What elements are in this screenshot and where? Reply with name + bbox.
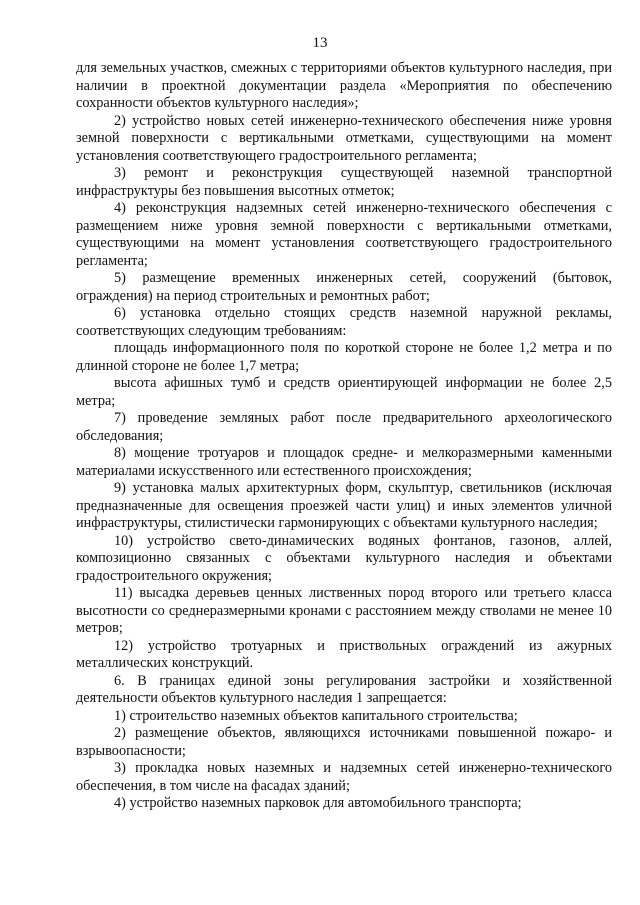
paragraph-item-12: 12) устройство тротуарных и приствольных ограждений из ажурных металлических конструкций.	[76, 637, 612, 671]
paragraph-item-8: 8) мощение тротуаров и площадок средне- и мелкоразмерными каменными материалами искусственного или естественного происхождения;	[76, 445, 612, 479]
paragraph-item-7: 7) проведение земляных работ после предварительного археологического обследования;	[76, 410, 612, 444]
paragraph-prohibited-2: 2) размещение объектов, являющихся источниками повышенной пожаро- и взрывоопасности;	[76, 725, 612, 759]
paragraph-item-6: 6) установка отдельно стоящих средств наземной наружной рекламы, соответствующих следующим требованиям:	[76, 305, 612, 339]
document-body	[76, 60, 612, 813]
paragraph-item-10: 10) устройство свето-динамических водяных фонтанов, газонов, аллей, композиционно связанных с объектами культурного наследия и объектами градостроительного окружения;	[76, 532, 612, 584]
paragraph-item-5: 5) размещение временных инженерных сетей, сооружений (бытовок, ограждения) на период строительных и ремонтных работ;	[76, 270, 612, 304]
paragraph-prohibited-4: 4) устройство наземных парковок для автомобильного транспорта;	[114, 795, 522, 811]
paragraph-continuation: для земельных участков, смежных с территориями объектов культурного наследия, при наличии в проектной документации раздела «Мероприятия по обеспечению сохранности объектов культурного наследия»;	[76, 60, 612, 111]
paragraph-requirement-area: площадь информационного поля по короткой стороне не более 1,2 метра и по длинной стороне не более 1,7 метра;	[76, 340, 612, 374]
paragraph-requirement-height: высота афишных тумб и средств ориентирующей информации не более 2,5 метра;	[76, 375, 612, 409]
paragraph-prohibited-3: 3) прокладка новых наземных и надземных сетей инженерно-технического обеспечения, в том числе на фасадах зданий;	[76, 760, 612, 794]
paragraph-section-6: 6. В границах единой зоны регулирования застройки и хозяйственной деятельности объектов культурного наследия 1 запрещается:	[76, 672, 612, 706]
paragraph-prohibited-1: 1) строительство наземных объектов капитального строительства;	[114, 707, 518, 724]
paragraph-item-3: 3) ремонт и реконструкция существующей наземной транспортной инфраструктуры без повышения высотных отметок;	[76, 165, 612, 199]
paragraph-item-9: 9) установка малых архитектурных форм, скульптур, светильников (исключая предназначенные для освещения проезжей части улиц) и иных элементов уличной инфраструктуры, стилистически гармонирующих с объектами культурного наследия;	[76, 480, 612, 531]
paragraph-item-11: 11) высадка деревьев ценных лиственных пород второго или третьего класса высотности со среднеразмерными кронами с расстоянием между стволами не менее 10 метров;	[76, 585, 612, 636]
paragraph-item-2: 2) устройство новых сетей инженерно-технического обеспечения ниже уровня земной поверхности с вертикальными отметками, существующими на момент установления соответствующего градостроительного регламента;	[76, 112, 612, 164]
page-number: 13	[312, 35, 328, 51]
paragraph-item-4: 4) реконструкция надземных сетей инженерно-технического обеспечения с размещением ниже уровня земной поверхности с вертикальными отметками, существующими на момент установления соответствующего градостроительного регламента;	[76, 200, 612, 269]
